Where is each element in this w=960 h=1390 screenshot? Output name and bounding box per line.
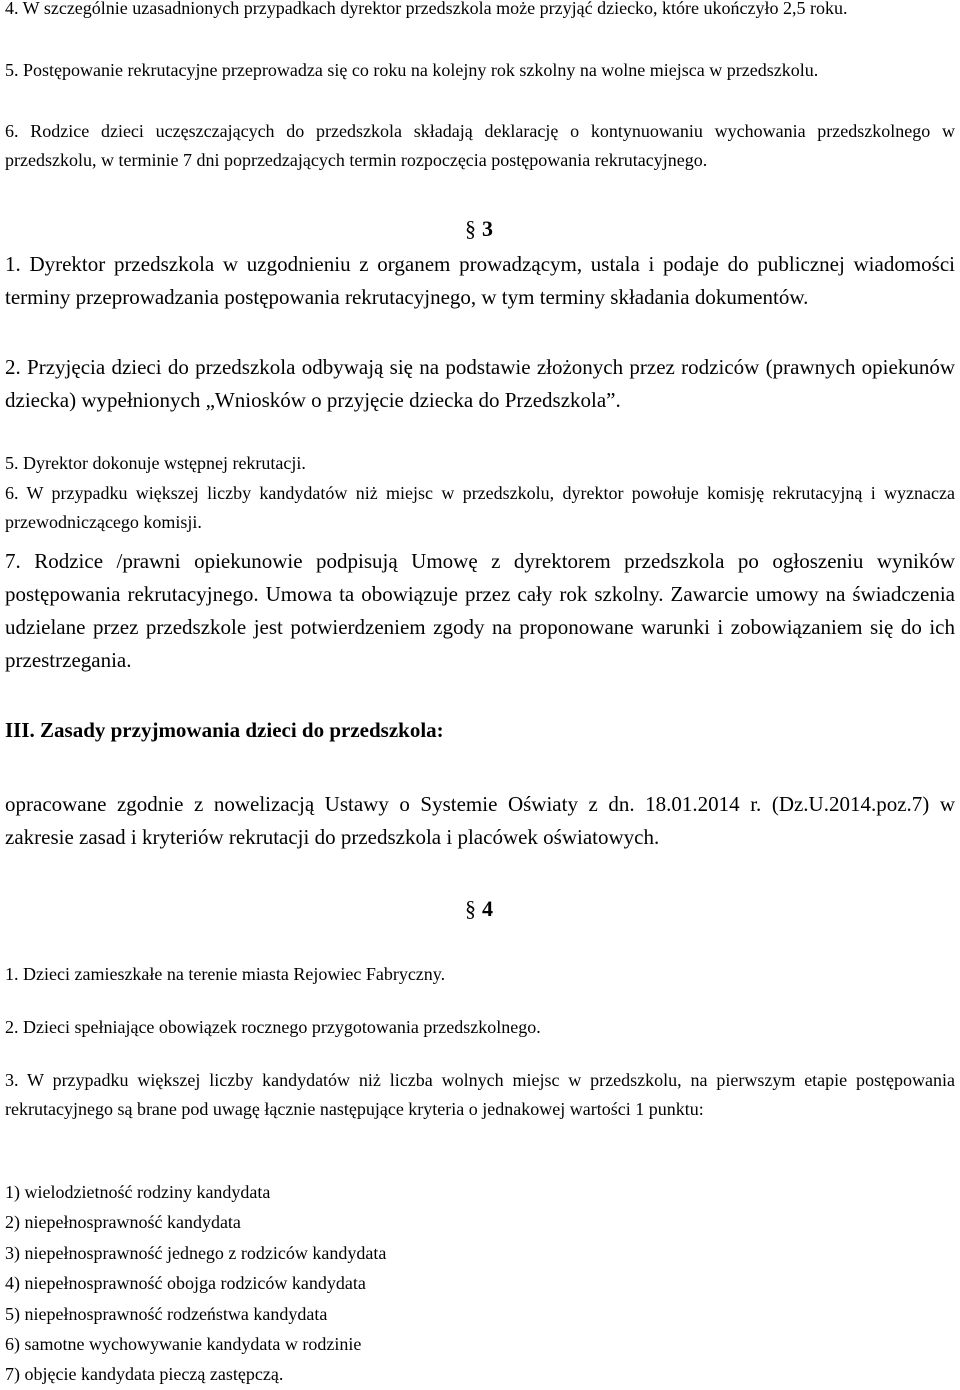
- chapter-3-intro: opracowane zgodnie z nowelizacją Ustawy o Systemie Oświaty z dn. 18.01.2014 r. (Dz.U.2014.poz.7) w zakresie zasad i kryteriów rekrutacji do przedszkola i placówek oświatowych.: [5, 792, 955, 849]
- criteria-list: [5, 1177, 955, 1390]
- list-item: 5) niepełnosprawność rodzeństwa kandydata: [5, 1303, 328, 1324]
- section-3-paragraph-5: 5. Dyrektor dokonuje wstępnej rekrutacji.: [5, 453, 306, 473]
- section-3-paragraph-1: 1. Dyrektor przedszkola w uzgodnieniu z organem prowadzącym, ustala i podaje do publicznej wiadomości terminy przeprowadzania postępowania rekrutacyjnego, w tym terminy składania dokumentów.: [5, 252, 955, 309]
- list-item: 7) objęcie kandydata pieczą zastępczą.: [5, 1364, 284, 1385]
- paragraph-4: 4. W szczególnie uzasadnionych przypadkach dyrektor przedszkola może przyjąć dziecko, które ukończyło 2,5 roku.: [5, 0, 848, 18]
- list-item: 3) niepełnosprawność jednego z rodziców kandydata: [5, 1242, 387, 1263]
- section-4-paragraph-2: 2. Dzieci spełniające obowiązek rocznego przygotowania przedszkolnego.: [5, 1017, 541, 1037]
- section-number: 4: [482, 896, 493, 921]
- section-3-paragraph-2: 2. Przyjęcia dzieci do przedszkola odbywają się na podstawie złożonych przez rodziców (prawnych opiekunów dziecka) wypełnionych „Wniosków o przyjęcie dziecka do Przedszkola”.: [5, 355, 955, 412]
- paragraph-6: 6. Rodzice dzieci uczęszczających do przedszkola składają deklarację o kontynuowaniu wychowania przedszkolnego w przedszkolu, w terminie 7 dni poprzedzających termin rozpoczęcia postępowania rekrutacyjnego.: [5, 121, 955, 170]
- section-4-heading: [465, 892, 493, 926]
- section-3-heading: [465, 212, 493, 246]
- section-3-paragraph-6: 6. W przypadku większej liczby kandydatów niż miejsc w przedszkolu, dyrektor powołuje komisję rekrutacyjną i wyznacza przewodniczącego komisji.: [5, 483, 955, 532]
- section-3-paragraph-7: 7. Rodzice /prawni opiekunowie podpisują Umowę z dyrektorem przedszkola po ogłoszeniu wyników postępowania rekrutacyjnego. Umowa ta obowiązuje przez cały rok szkolny. Zawarcie umowy na świadczenia udzielane przez przedszkole jest potwierdzeniem zgody na proponowane warunki i zobowiązaniem się do ich przestrzegania.: [5, 549, 955, 672]
- chapter-3-title: III. Zasady przyjmowania dzieci do przedszkola:: [5, 718, 444, 742]
- paragraph-5: 5. Postępowanie rekrutacyjne przeprowadza się co roku na kolejny rok szkolny na wolne miejsca w przedszkolu.: [5, 60, 819, 80]
- list-item: 6) samotne wychowywanie kandydata w rodzinie: [5, 1334, 362, 1355]
- section-number: 3: [482, 216, 493, 241]
- section-symbol: §: [465, 896, 476, 921]
- list-item: 4) niepełnosprawność obojga rodziców kandydata: [5, 1273, 366, 1294]
- list-item: 1) wielodzietność rodziny kandydata: [5, 1182, 271, 1202]
- section-4-paragraph-1: 1. Dzieci zamieszkałe na terenie miasta Rejowiec Fabryczny.: [5, 964, 446, 984]
- list-item: 2) niepełnosprawność kandydata: [5, 1212, 241, 1233]
- section-symbol: §: [465, 216, 476, 241]
- section-4-paragraph-3: 3. W przypadku większej liczby kandydatów niż liczba wolnych miejsc w przedszkolu, na pierwszym etapie postępowania rekrutacyjnego są brane pod uwagę łącznie następujące kryteria o jednakowej wartości 1 punktu:: [5, 1070, 955, 1119]
